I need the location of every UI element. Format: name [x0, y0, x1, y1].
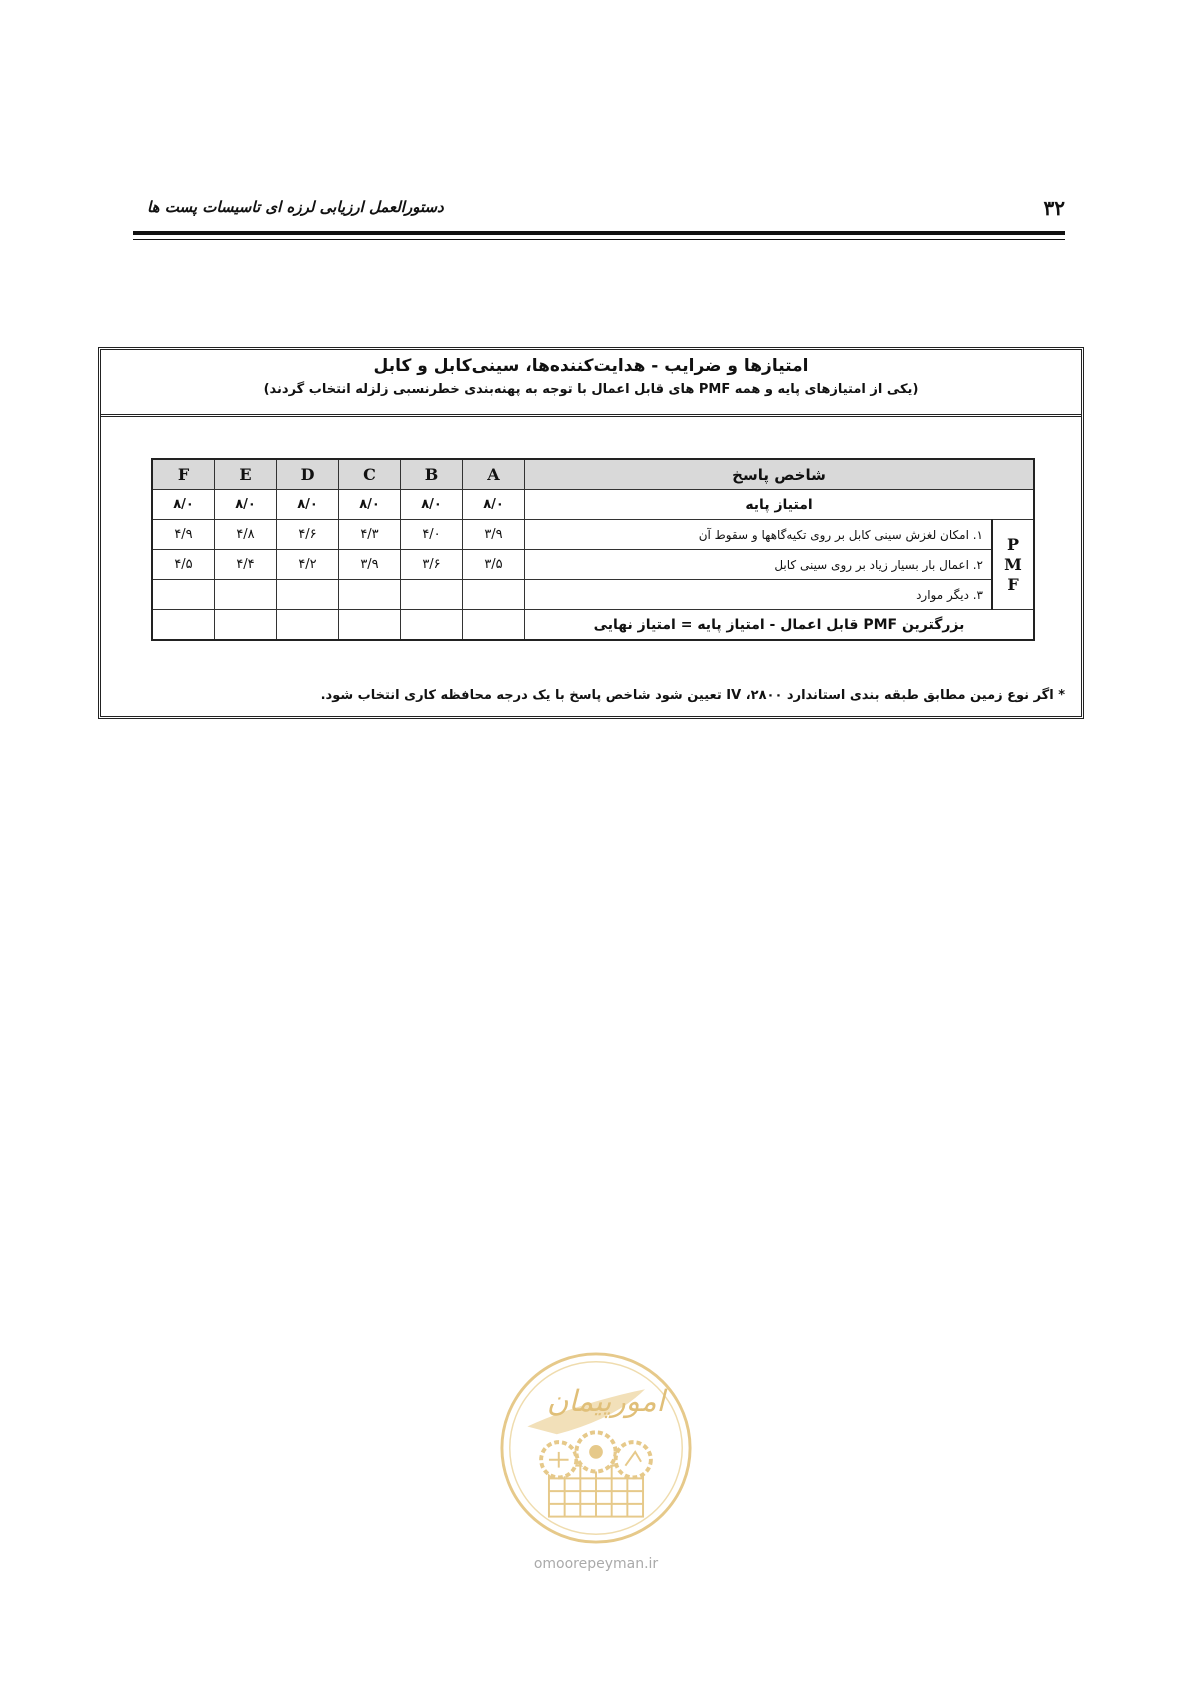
- pmf1-a: ۳/۹: [463, 520, 525, 550]
- final-c: [339, 610, 401, 641]
- column-header-b: B: [401, 459, 463, 490]
- page-number: ۳۲: [1043, 196, 1065, 220]
- pmf-letter-m: M: [1004, 554, 1022, 574]
- pmf-group-label: [992, 520, 1034, 610]
- pmf2-c: ۳/۹: [339, 550, 401, 580]
- watermark-logo-text: امورپیمان: [546, 1383, 665, 1418]
- column-header-c: C: [339, 459, 401, 490]
- pmf2-d: ۴/۲: [277, 550, 339, 580]
- final-score-label: بزرگترین PMF قابل اعمال - امتیاز پایه = امتیاز نهایی: [525, 610, 1035, 641]
- final-e: [215, 610, 277, 641]
- pmf1-b: ۴/۰: [401, 520, 463, 550]
- header-rule: [133, 231, 1065, 235]
- pmf-row: [152, 520, 1034, 550]
- pmf3-e: [215, 580, 277, 610]
- pmf1-label: ۱. امکان لغزش سینی کابل بر روی تکیه‌گاهها و سقوط آن: [525, 520, 993, 550]
- base-score-b: ۸/۰: [401, 490, 463, 520]
- page-header: [133, 196, 1065, 226]
- base-score-label: امتیاز پایه: [525, 490, 1035, 520]
- final-b: [401, 610, 463, 641]
- header-rule-thin: [133, 239, 1065, 240]
- response-index-header: شاخص پاسخ: [525, 459, 1035, 490]
- column-header-e: E: [215, 459, 277, 490]
- pmf-letter-f: F: [1007, 574, 1019, 594]
- pmf2-label: ۲. اعمال بار بسیار زیاد بر روی سینی کابل: [525, 550, 993, 580]
- pmf3-a: [463, 580, 525, 610]
- pmf-row: [152, 580, 1034, 610]
- box-subtitle: (یکی از امتیازهای پایه و همه PMF های قابل اعمال با توجه به پهنه‌بندی خطرنسبی زلزله انتخاب گردند): [263, 382, 919, 397]
- column-header-f: F: [152, 459, 215, 490]
- pmf2-a: ۳/۵: [463, 550, 525, 580]
- column-header-d: D: [277, 459, 339, 490]
- pmf1-c: ۴/۳: [339, 520, 401, 550]
- base-score-d: ۸/۰: [277, 490, 339, 520]
- pmf1-e: ۴/۸: [215, 520, 277, 550]
- final-f: [152, 610, 215, 641]
- base-score-f: ۸/۰: [152, 490, 215, 520]
- box-title: امتیازها و ضرایب - هدایت‌کننده‌ها، سینی‌کابل و کابل: [373, 356, 809, 376]
- pmf3-f: [152, 580, 215, 610]
- pmf3-c: [339, 580, 401, 610]
- pmf1-f: ۴/۹: [152, 520, 215, 550]
- pmf2-f: ۴/۵: [152, 550, 215, 580]
- pmf1-d: ۴/۶: [277, 520, 339, 550]
- base-score-c: ۸/۰: [339, 490, 401, 520]
- pmf-letter-p: P: [1006, 534, 1020, 554]
- watermark-url: omoorepeyman.ir: [533, 1556, 659, 1572]
- box-title-area: [101, 350, 1081, 417]
- pmf3-d: [277, 580, 339, 610]
- final-a: [463, 610, 525, 641]
- table-header-row: [152, 459, 1034, 490]
- base-score-a: ۸/۰: [463, 490, 525, 520]
- running-title: دستورالعمل ارزیابی لرزه ای تاسیسات پست ها: [147, 198, 444, 216]
- base-score-e: ۸/۰: [215, 490, 277, 520]
- pmf2-b: ۳/۶: [401, 550, 463, 580]
- final-score-row: [152, 610, 1034, 641]
- scores-box: [98, 347, 1084, 719]
- pmf-row: [152, 550, 1034, 580]
- pmf2-e: ۴/۴: [215, 550, 277, 580]
- final-d: [277, 610, 339, 641]
- footnote: * اگر نوع زمین مطابق طبقه بندی استاندارد ۲۸۰۰، IV تعیین شود شاخص پاسخ با یک درجه محافظه کاری انتخاب شود.: [320, 688, 1065, 703]
- scores-table: [151, 458, 1035, 641]
- pmf3-label: ۳. دیگر موارد: [525, 580, 993, 610]
- watermark-logo-icon: [498, 1350, 694, 1546]
- pmf3-b: [401, 580, 463, 610]
- column-header-a: A: [463, 459, 525, 490]
- base-score-row: [152, 490, 1034, 520]
